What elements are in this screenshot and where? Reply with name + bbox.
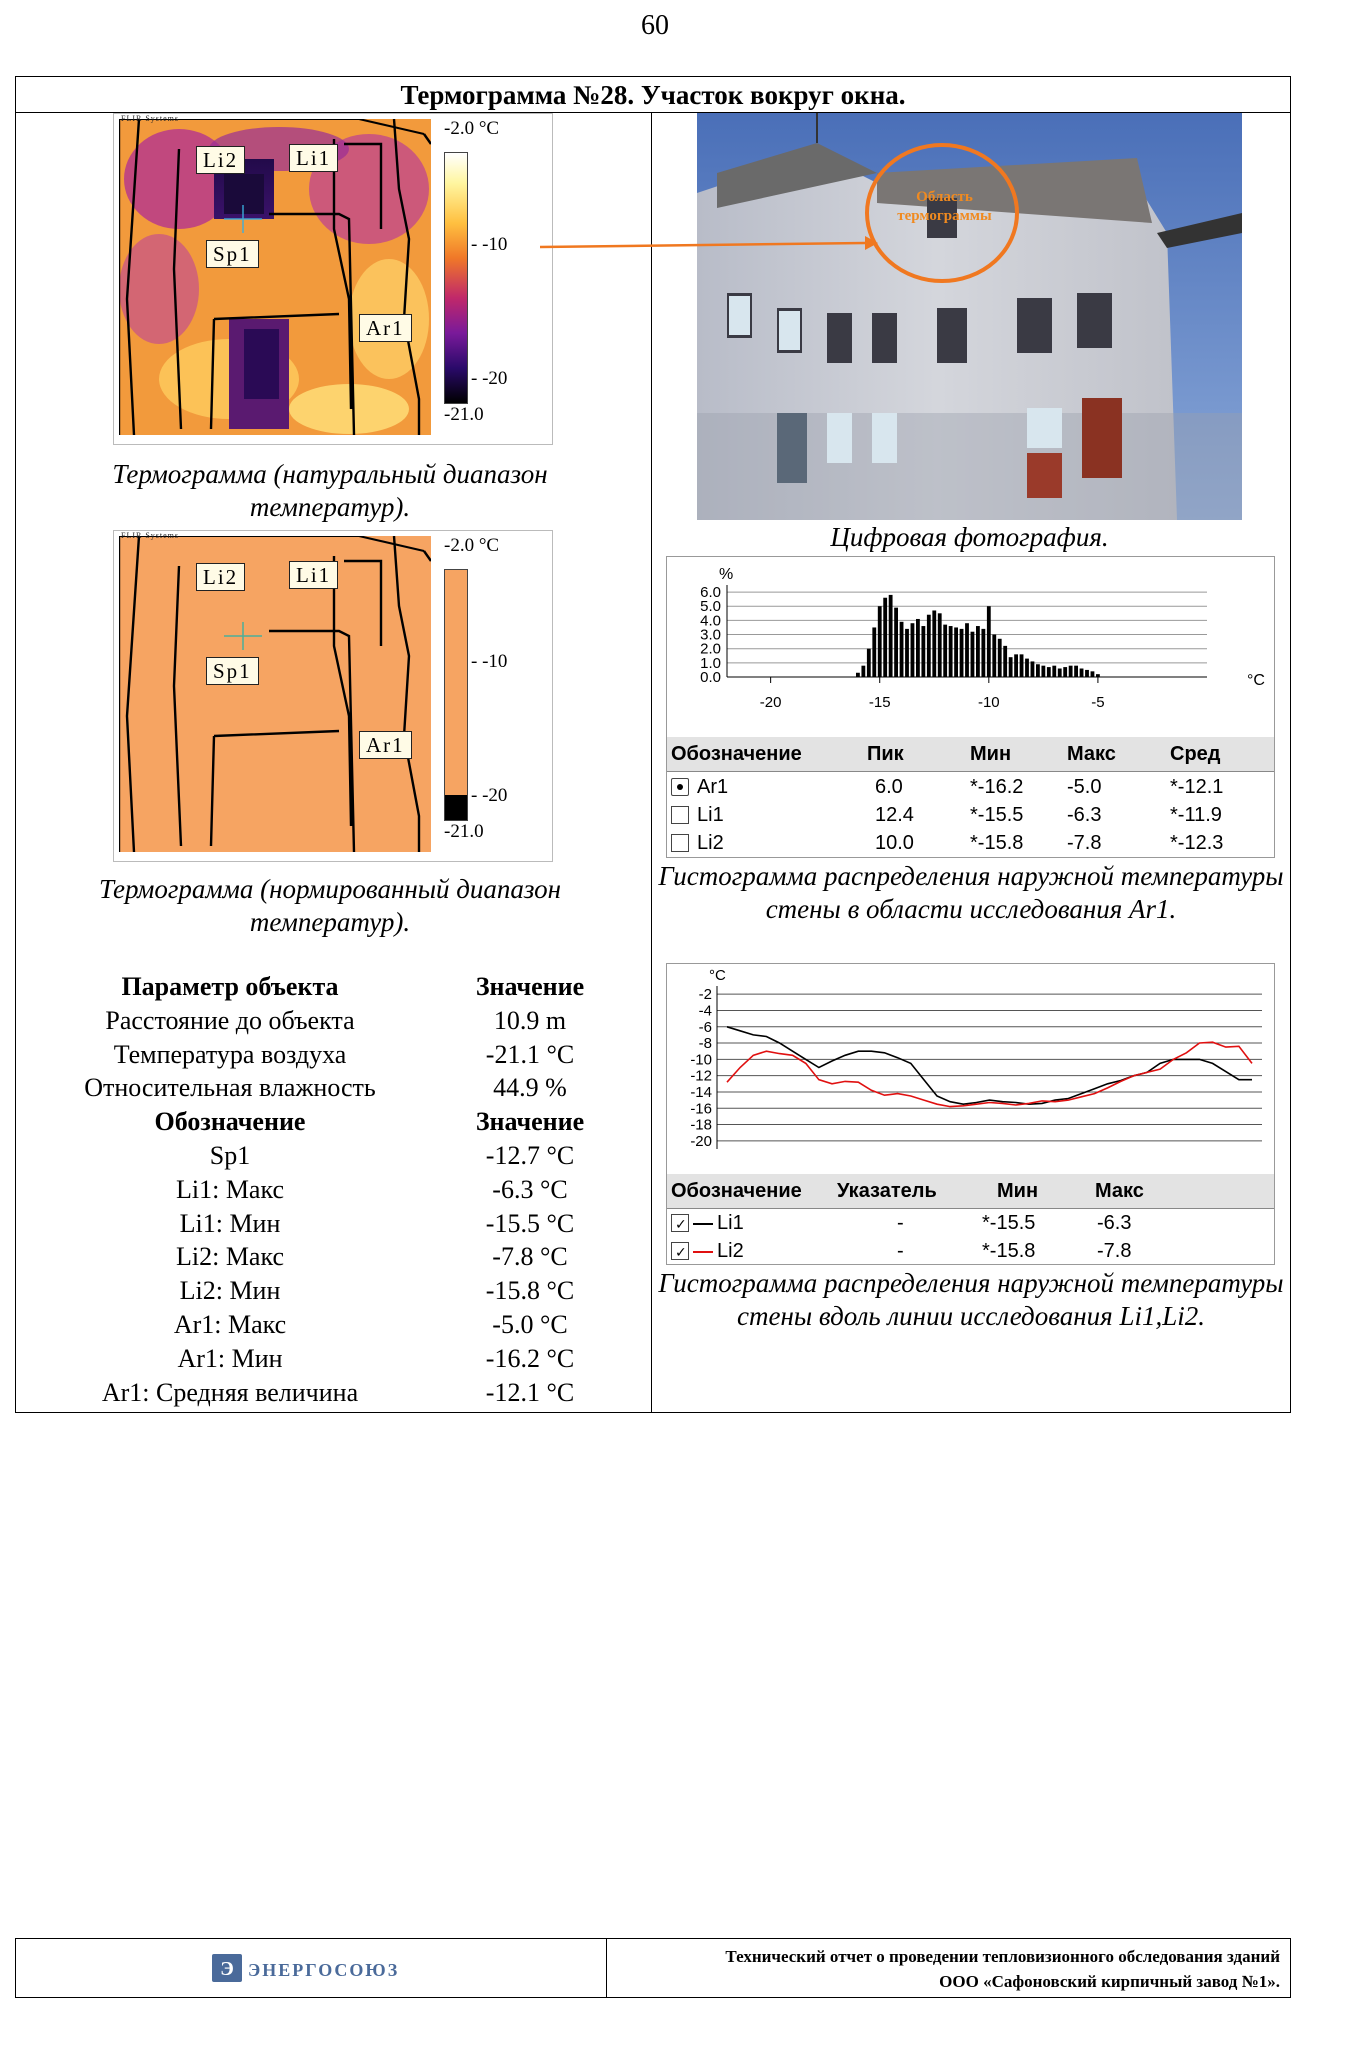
param-value: -6.3 °C [492,1174,568,1204]
param-table-row [30,1071,630,1105]
selected-dot [677,784,683,790]
checkbox[interactable] [671,834,689,852]
histogram-cell: *-15.5 [970,804,1024,826]
col-header: Мин [997,1180,1039,1202]
y-tick-label: 4.0 [700,612,721,630]
histogram-panel [666,556,1275,858]
histogram-bar [1069,666,1073,677]
photo-caption: Цифровая фотография. [830,522,1109,552]
profile-cell: *-15.8 [982,1240,1036,1262]
param-value: -15.8 °C [485,1276,575,1306]
y-tick-label: -18 [690,1116,712,1134]
col-header: Обозначение [671,743,802,765]
histogram-bar [1031,661,1035,677]
histogram-bar [965,623,969,677]
footer-divider [606,1938,607,1998]
col-header: Пик [867,743,904,765]
param-value: -12.1 °C [485,1377,575,1407]
y-tick-label: 3.0 [700,626,721,644]
histogram-bar [987,606,991,677]
histogram-cell: *-12.1 [1170,776,1224,798]
profile-cell: Li2 [717,1240,744,1262]
param-name: Li2: Макс [175,1242,284,1272]
histogram-cell: -6.3 [1067,804,1102,826]
y-tick-label: -16 [690,1100,712,1118]
histogram-bar [949,626,953,677]
param-name: Обозначение [154,1107,306,1137]
param-value: Значение [475,1107,585,1137]
col-header: Указатель [837,1180,937,1202]
histogram-bar [1009,657,1013,677]
param-table-row [30,1038,630,1072]
scale-tick: - -10 [471,234,508,255]
col-header: Макс [1095,1180,1144,1202]
y-unit-label: °C [709,967,726,984]
building-photo [697,113,1242,520]
label-ar1: Ar1 [359,731,412,759]
param-table-header [30,970,630,1004]
histogram-bar [1003,646,1007,677]
legend-line [693,1223,713,1225]
legend-line [693,1251,713,1253]
scale-bottom: -21.0 [444,821,484,842]
param-value: -5.0 °C [492,1309,568,1339]
scale-tick-label: -20 [482,368,508,389]
histogram-bar [861,666,865,677]
histogram-cell: -5.0 [1067,776,1102,798]
profile-table-row[interactable] [667,1209,1274,1237]
param-name: Li1: Мин [179,1208,281,1238]
param-name: Ar1: Средняя величина [101,1377,359,1407]
y-tick-label: 5.0 [700,598,721,616]
y-unit-label: % [719,566,734,583]
label-li1: Li1 [289,144,338,172]
histogram-bar [1052,666,1056,677]
histogram-bar [938,613,942,677]
parameter-table [30,970,630,1409]
color-scale-bar [444,569,468,821]
histogram-bar [1025,659,1029,677]
param-name: Ar1: Макс [173,1309,287,1339]
profile-chart [667,964,1274,1176]
histogram-caption: Гистограмма распределения наружной температуры стены в области исследования Ar1. [658,861,1284,924]
svg-text:Э: Э [220,1958,234,1980]
histogram-bar [1041,666,1045,677]
param-table-row [30,1376,630,1410]
param-value: -12.7 °C [485,1140,575,1170]
histogram-cell: 12.4 [875,804,914,826]
histogram-bar [998,639,1002,677]
histogram-bar [883,598,887,677]
profile-cell: - [897,1240,904,1262]
histogram-cell: *-16.2 [970,776,1024,798]
histogram-bar [1074,666,1078,677]
thermogram-normalized-image [119,536,431,852]
histogram-bar [916,619,920,677]
param-table-header [30,1105,630,1139]
histogram-bar [900,622,904,677]
x-tick-label: -20 [759,694,782,711]
y-tick-label: -10 [690,1051,712,1069]
x-tick-label: -10 [977,694,1000,711]
histogram-bar [872,627,876,677]
radio-selected[interactable] [671,778,689,796]
label-sp1: Sp1 [206,240,259,268]
histogram-bar [927,615,931,677]
thermogram-normalized-caption: Термограмма (нормированный диапазон температур). [98,874,562,937]
param-table-row [30,1308,630,1342]
histogram-bar [911,623,915,677]
label-li1: Li1 [289,561,338,589]
y-tick-label: -4 [698,1002,712,1020]
param-value: 44.9 % [493,1073,567,1103]
page-title: Термограмма №28. Участок вокруг окна. [15,76,1291,113]
histogram-cell: 10.0 [875,832,914,854]
profile-table-row[interactable] [667,1237,1274,1265]
histogram-bar [960,629,964,677]
flir-brand: FLIR Systems [121,114,180,123]
param-value: Значение [475,972,585,1001]
histogram-cell: *-11.9 [1170,804,1222,826]
column-divider [651,113,652,1413]
y-tick-label: 0.0 [700,669,721,686]
histogram-bar [867,649,871,677]
histogram-bar [992,635,996,677]
histogram-bar [894,608,898,677]
thermogram-natural [113,113,553,445]
scale-top: -2.0 °C [444,118,500,139]
histogram-cell: Li2 [697,832,724,854]
histogram-bar [1014,654,1018,677]
histogram-bar [921,626,925,677]
histogram-bar [878,606,882,677]
y-tick-label: -8 [698,1035,712,1053]
label-li2: Li2 [196,563,245,591]
footer-text [610,1944,1280,1994]
col-header: Макс [1067,743,1116,765]
pointer-arrow [540,230,880,260]
series-line-li2 [727,1042,1252,1106]
param-value: -7.8 °C [492,1242,568,1272]
label-sp1: Sp1 [206,657,259,685]
histogram-bar [976,626,980,677]
param-table-row [30,1173,630,1207]
y-tick-label: 2.0 [700,640,721,658]
label-li2: Li2 [196,146,245,174]
histogram-bar [1063,667,1067,677]
histogram-bar [954,627,958,677]
param-table-row [30,1004,630,1038]
param-name: Расстояние до объекта [105,1005,355,1035]
scale-tick: - -20 [471,368,508,389]
profile-cell: -6.3 [1097,1212,1132,1234]
flir-brand: FLIR Systems [121,531,180,540]
scale-bottom: -21.0 [444,404,484,425]
profile-cell: *-15.5 [982,1212,1036,1234]
label-ar1: Ar1 [359,314,412,342]
param-value: -21.1 °C [485,1039,575,1069]
param-table-row [30,1207,630,1241]
histogram-cell: -7.8 [1067,832,1102,854]
histogram-table-header [667,737,1274,772]
histogram-chart [667,557,1274,737]
param-value: -15.5 °C [485,1208,575,1238]
y-tick-label: -12 [690,1067,712,1085]
y-tick-label: 1.0 [700,654,721,672]
scale-tick-label: -10 [482,234,508,255]
page-number: 60 [641,10,669,41]
footer-line-2: ООО «Сафоновский кирпичный завод №1». [939,1972,1280,1991]
param-value: -16.2 °C [485,1343,575,1373]
profile-panel [666,963,1275,1265]
series-line-li1 [727,1027,1252,1104]
histogram-bar [981,629,985,677]
thermogram-natural-caption: Термограмма (натуральный диапазон температур). [112,459,548,522]
param-name: Параметр объекта [121,972,339,1001]
param-name: Li1: Макс [175,1174,284,1204]
histogram-bar [1058,669,1062,677]
profile-cell: Li1 [717,1212,744,1234]
histogram-table-row[interactable] [667,801,1274,829]
histogram-bar [856,673,860,677]
param-value: 10.9 m [493,1005,567,1035]
histogram-bar [1091,671,1095,677]
histogram-bar [943,625,947,677]
histogram-bar [1020,654,1024,677]
thermogram-natural-image [119,119,431,435]
param-table-row [30,1139,630,1173]
x-unit-label: °C [1247,672,1265,689]
checkbox-checked[interactable] [671,1242,689,1260]
check-icon: ✓ [675,1244,687,1260]
histogram-bar [1036,664,1040,677]
profile-cell: -7.8 [1097,1240,1132,1262]
thermogram-normalized [113,530,553,862]
param-name: Ar1: Мин [177,1343,283,1373]
y-tick-label: -6 [698,1018,712,1036]
col-header: Обозначение [671,1180,802,1202]
histogram-bar [1047,667,1051,677]
histogram-cell: 6.0 [875,776,903,798]
y-tick-label: 6.0 [700,584,721,602]
param-name: Температура воздуха [113,1039,347,1069]
profile-cell: - [897,1212,904,1234]
y-tick-label: -20 [690,1132,712,1150]
scale-tick: - -20 [471,785,508,806]
scale-top: -2.0 °C [444,535,500,556]
param-name: Относительная влажность [84,1073,376,1103]
col-header: Мин [970,743,1012,765]
histogram-table-row[interactable] [667,829,1274,857]
histogram-cell: Ar1 [697,776,729,798]
histogram-cell: *-15.8 [970,832,1024,854]
scale-tick-label: -20 [482,785,508,806]
histogram-bar [932,610,936,677]
histogram-table-row[interactable] [667,773,1274,801]
histogram-bar [1085,670,1089,677]
y-tick-label: -14 [690,1083,712,1101]
histogram-bar [889,595,893,677]
color-scale-bar [444,152,468,404]
photo-overlay-label: Область термограммы [897,189,992,224]
energosoyuz-logo [212,1950,412,1986]
checkbox-checked[interactable] [671,1214,689,1232]
param-name: Li2: Мин [179,1276,281,1306]
scale-tick-label: -10 [482,651,508,672]
scale-tick: - -10 [471,651,508,672]
histogram-bar [905,629,909,677]
histogram-cell: *-12.3 [1170,832,1224,854]
x-tick-label: -5 [1091,694,1105,711]
profile-caption: Гистограмма распределения наружной температуры стены вдоль линии исследования Li1,Li2. [658,1268,1284,1331]
check-icon: ✓ [675,1216,687,1232]
svg-text:ЭНЕРГОСОЮЗ: ЭНЕРГОСОЮЗ [248,1960,400,1980]
x-tick-label: -15 [868,694,891,711]
col-header: Сред [1170,743,1221,765]
histogram-cell: Li1 [697,804,724,826]
param-table-row [30,1342,630,1376]
param-table-row [30,1240,630,1274]
histogram-bar [971,632,975,677]
histogram-bar [1080,669,1084,677]
param-table-row [30,1274,630,1308]
footer-line-1: Технический отчет о проведении тепловизионного обследования зданий [725,1947,1280,1966]
y-tick-label: -2 [698,986,712,1004]
param-name: Sp1 [209,1140,251,1170]
histogram-bar [1096,674,1100,677]
profile-table-header [667,1174,1274,1209]
checkbox[interactable] [671,806,689,824]
